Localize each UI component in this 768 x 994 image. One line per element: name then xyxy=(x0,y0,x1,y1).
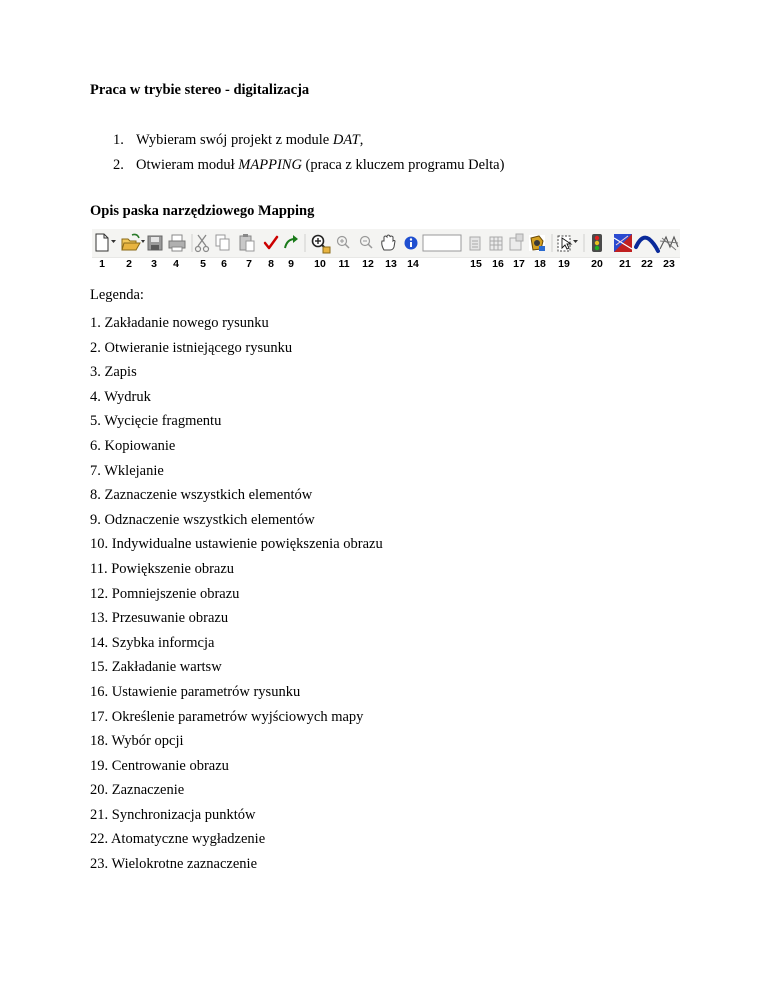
toolbar-number: 5 xyxy=(200,258,206,270)
toolbar-number: 15 xyxy=(470,258,482,270)
legend-item: 5. Wycięcie fragmentu xyxy=(90,413,222,430)
zoom-individual-icon xyxy=(313,236,331,254)
legend-item: 8. Zaznaczenie wszystkich elementów xyxy=(90,487,313,504)
steps-list xyxy=(113,128,504,178)
step-text: Otwieram moduł xyxy=(136,157,239,173)
toolbar-number: 2 xyxy=(126,258,132,270)
step-emphasis: MAPPING xyxy=(238,157,302,173)
step-item xyxy=(113,153,504,178)
paste-clipboard-icon xyxy=(240,234,254,251)
new-drawing-icon xyxy=(96,234,116,251)
legend-title: Legenda: xyxy=(90,287,144,303)
toolbar-number: 9 xyxy=(288,258,294,270)
legend-item: 3. Zapis xyxy=(90,364,137,381)
legend-item: 1. Zakładanie nowego rysunku xyxy=(90,315,269,331)
info-icon xyxy=(405,237,418,250)
legend-item: 14. Szybka informcja xyxy=(90,634,215,651)
legend-item: 17. Określenie parametrów wyjściowych mapy xyxy=(90,708,364,725)
legend-item: 2. Otwieranie istniejącego rysunku xyxy=(90,339,293,356)
toolbar-number: 1 xyxy=(99,258,105,270)
options-icon xyxy=(529,235,545,251)
print-icon xyxy=(169,235,185,251)
toolbar-number: 19 xyxy=(558,258,570,270)
toolbar-number: 8 xyxy=(268,258,274,270)
step-item xyxy=(113,128,504,153)
toolbar-number: 17 xyxy=(513,258,525,270)
select-all-checkmark-icon xyxy=(265,237,277,248)
deselect-all-arrow-icon xyxy=(285,235,298,248)
toolbar-number: 14 xyxy=(407,258,419,270)
toolbar-number: 12 xyxy=(362,258,374,270)
save-disk-icon xyxy=(148,236,162,250)
toolbar-number: 16 xyxy=(492,258,504,270)
legend-item: 18. Wybór opcji xyxy=(90,733,184,750)
toolbar-number: 3 xyxy=(151,258,157,270)
legend-item: 11. Powiększenie obrazu xyxy=(90,560,235,577)
legend-item: 9. Odznaczenie wszystkich elementów xyxy=(90,511,315,528)
toolbar-number: 18 xyxy=(534,258,546,270)
toolbar-number: 10 xyxy=(314,258,326,270)
legend-item: 13. Przesuwanie obrazu xyxy=(90,610,229,627)
zoom-value-box xyxy=(423,235,461,251)
legend-list xyxy=(90,311,383,877)
legend-item: 12. Pomniejszenie obrazu xyxy=(90,585,240,602)
drawing-parameters-icon xyxy=(490,237,502,250)
legend-item: 21. Synchronizacja punktów xyxy=(90,806,256,823)
mapping-toolbar-image xyxy=(92,229,680,271)
open-folder-icon xyxy=(122,234,145,250)
auto-smooth-icon xyxy=(636,238,658,251)
legend-item: 16. Ustawienie parametrów rysunku xyxy=(90,683,301,700)
toolbar-icons xyxy=(92,229,680,258)
legend-item: 4. Wydruk xyxy=(90,388,151,405)
step-number: 2. xyxy=(113,157,124,173)
legend-item: 7. Wklejanie xyxy=(90,462,164,479)
legend-item: 6. Kopiowanie xyxy=(90,437,176,454)
toolbar-number: 7 xyxy=(246,258,252,270)
page-title: Praca w trybie stereo - digitalizacja xyxy=(90,82,310,98)
toolbar-number: 4 xyxy=(173,258,179,270)
zoom-in-icon xyxy=(338,237,350,249)
toolbar-number: 22 xyxy=(641,258,653,270)
cut-scissors-icon xyxy=(196,235,209,252)
toolbar-number: 21 xyxy=(619,258,631,270)
toolbar-number: 23 xyxy=(663,258,675,270)
sync-points-icon xyxy=(614,234,632,252)
step-text-end: (praca z kluczem programu Delta) xyxy=(301,157,505,173)
pan-hand-icon xyxy=(382,235,395,250)
legend-item: 15. Zakładanie wartsw xyxy=(90,659,222,676)
legend-item: 10. Indywidualne ustawienie powiększenia obrazu xyxy=(90,536,383,553)
legend-item: 23. Wielokrotne zaznaczenie xyxy=(90,856,258,873)
legend-item: 20. Zaznaczenie xyxy=(90,782,185,799)
toolbar-numbers xyxy=(92,257,680,271)
layers-icon xyxy=(470,237,480,250)
toolbar-number: 20 xyxy=(591,258,603,270)
step-text: Wybieram swój projekt z module xyxy=(136,132,333,148)
toolbar-number: 13 xyxy=(385,258,397,270)
center-image-icon xyxy=(558,236,578,251)
multi-select-icon xyxy=(660,237,678,250)
copy-icon xyxy=(216,235,229,250)
section-title: Opis paska narzędziowego Mapping xyxy=(90,203,315,219)
toolbar-number: 11 xyxy=(338,258,350,270)
select-traffic-light-icon xyxy=(592,234,602,252)
zoom-out-icon xyxy=(361,237,373,249)
step-number: 1. xyxy=(113,132,124,148)
step-emphasis: DAT xyxy=(332,132,360,148)
step-text-end: , xyxy=(359,132,364,148)
toolbar-number: 6 xyxy=(221,258,227,270)
map-output-icon xyxy=(510,234,523,250)
legend-item: 22. Atomatyczne wygładzenie xyxy=(90,831,266,848)
legend-item: 19. Centrowanie obrazu xyxy=(90,757,229,774)
